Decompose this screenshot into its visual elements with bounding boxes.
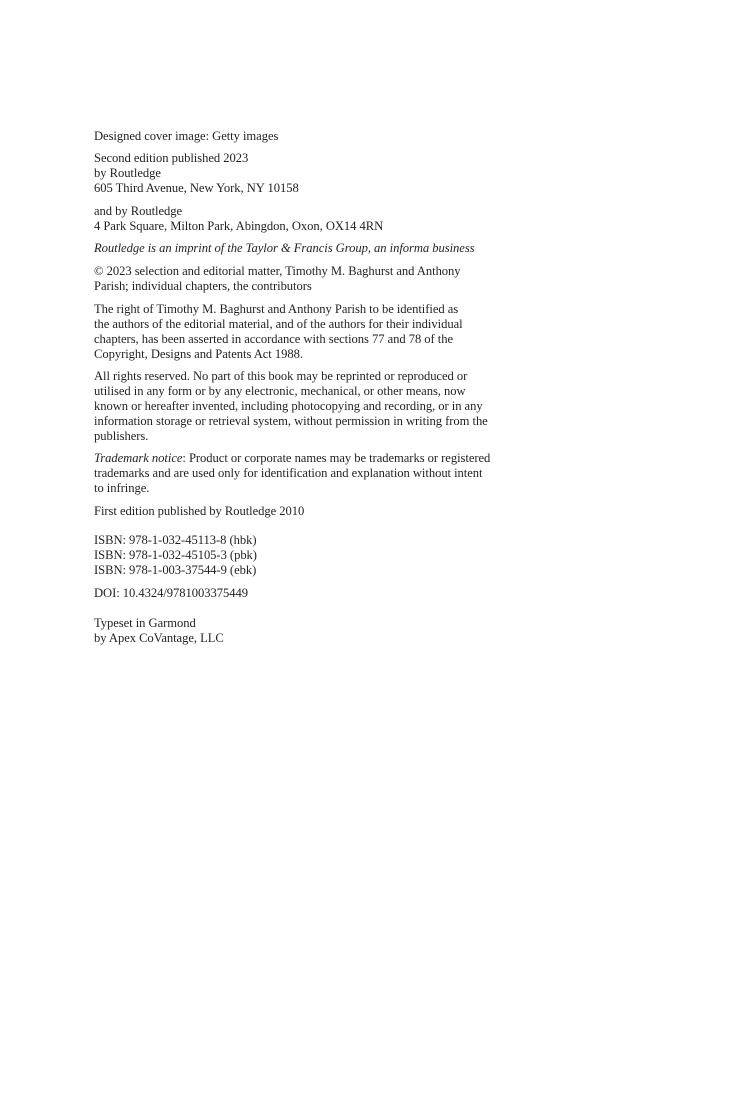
imprint-line: Routledge is an imprint of the Taylor & Francis Group, an informa business (94, 241, 475, 255)
isbn-list (94, 533, 514, 578)
publication-address-line: 605 Third Avenue, New York, NY 10158 (94, 181, 299, 195)
rights-reserved-statement (94, 369, 514, 444)
rights-reserved-line-3: known or hereafter invented, including photocopying and recording, or in any (94, 399, 483, 413)
moral-right-line-2: the authors of the editorial material, and of the authors for their individual (94, 317, 463, 331)
publication-publisher-line: by Routledge (94, 166, 161, 180)
publication-uk-address-line: 4 Park Square, Milton Park, Abingdon, Oxon, OX14 4RN (94, 219, 384, 233)
first-edition-info (94, 504, 514, 519)
doi-line: DOI: 10.4324/9781003375449 (94, 586, 249, 600)
rights-reserved-line-1: All rights reserved. No part of this book may be reprinted or reproduced or (94, 369, 468, 383)
publication-uk-publisher-line: and by Routledge (94, 204, 183, 218)
typeset-by-line: by Apex CoVantage, LLC (94, 631, 224, 645)
trademark-line-1 (94, 451, 514, 466)
rights-reserved-line-2: utilised in any form or by any electronic, mechanical, or other means, now (94, 384, 466, 398)
copyright-line-2: Parish; individual chapters, the contributors (94, 279, 312, 293)
typeset-info (94, 616, 514, 646)
rights-reserved-line-5: publishers. (94, 429, 149, 443)
trademark-line-2: trademarks and are used only for identification and explanation without intent (94, 466, 483, 480)
imprint-statement (94, 241, 514, 256)
isbn-pbk: ISBN: 978-1-032-45105-3 (pbk) (94, 548, 257, 562)
moral-right-line-4: Copyright, Designs and Patents Act 1988. (94, 347, 303, 361)
trademark-notice (94, 451, 514, 496)
copyright-notice (94, 264, 514, 294)
typeset-font-line: Typeset in Garmond (94, 616, 196, 630)
moral-right-statement (94, 302, 514, 362)
rights-reserved-line-4: information storage or retrieval system, without permission in writing from the (94, 414, 488, 428)
doi-info (94, 586, 514, 601)
first-edition-line: First edition published by Routledge 2010 (94, 504, 305, 518)
isbn-hbk: ISBN: 978-1-032-45113-8 (hbk) (94, 533, 257, 547)
trademark-line-1-rest: : Product or corporate names may be trademarks or registered (182, 451, 491, 465)
publication-info (94, 151, 514, 196)
publication-uk-info (94, 204, 514, 234)
moral-right-line-3: chapters, has been asserted in accordance with sections 77 and 78 of the (94, 332, 454, 346)
copyright-line-1: © 2023 selection and editorial matter, Timothy M. Baghurst and Anthony (94, 264, 461, 278)
trademark-label: Trademark notice (94, 451, 183, 465)
cover-credit-line: Designed cover image: Getty images (94, 129, 279, 143)
trademark-line-3: to infringe. (94, 481, 150, 495)
cover-credit (94, 129, 514, 144)
isbn-ebk: ISBN: 978-1-003-37544-9 (ebk) (94, 563, 257, 577)
publication-edition-line: Second edition published 2023 (94, 151, 249, 165)
moral-right-line-1: The right of Timothy M. Baghurst and Anthony Parish to be identified as (94, 302, 459, 316)
